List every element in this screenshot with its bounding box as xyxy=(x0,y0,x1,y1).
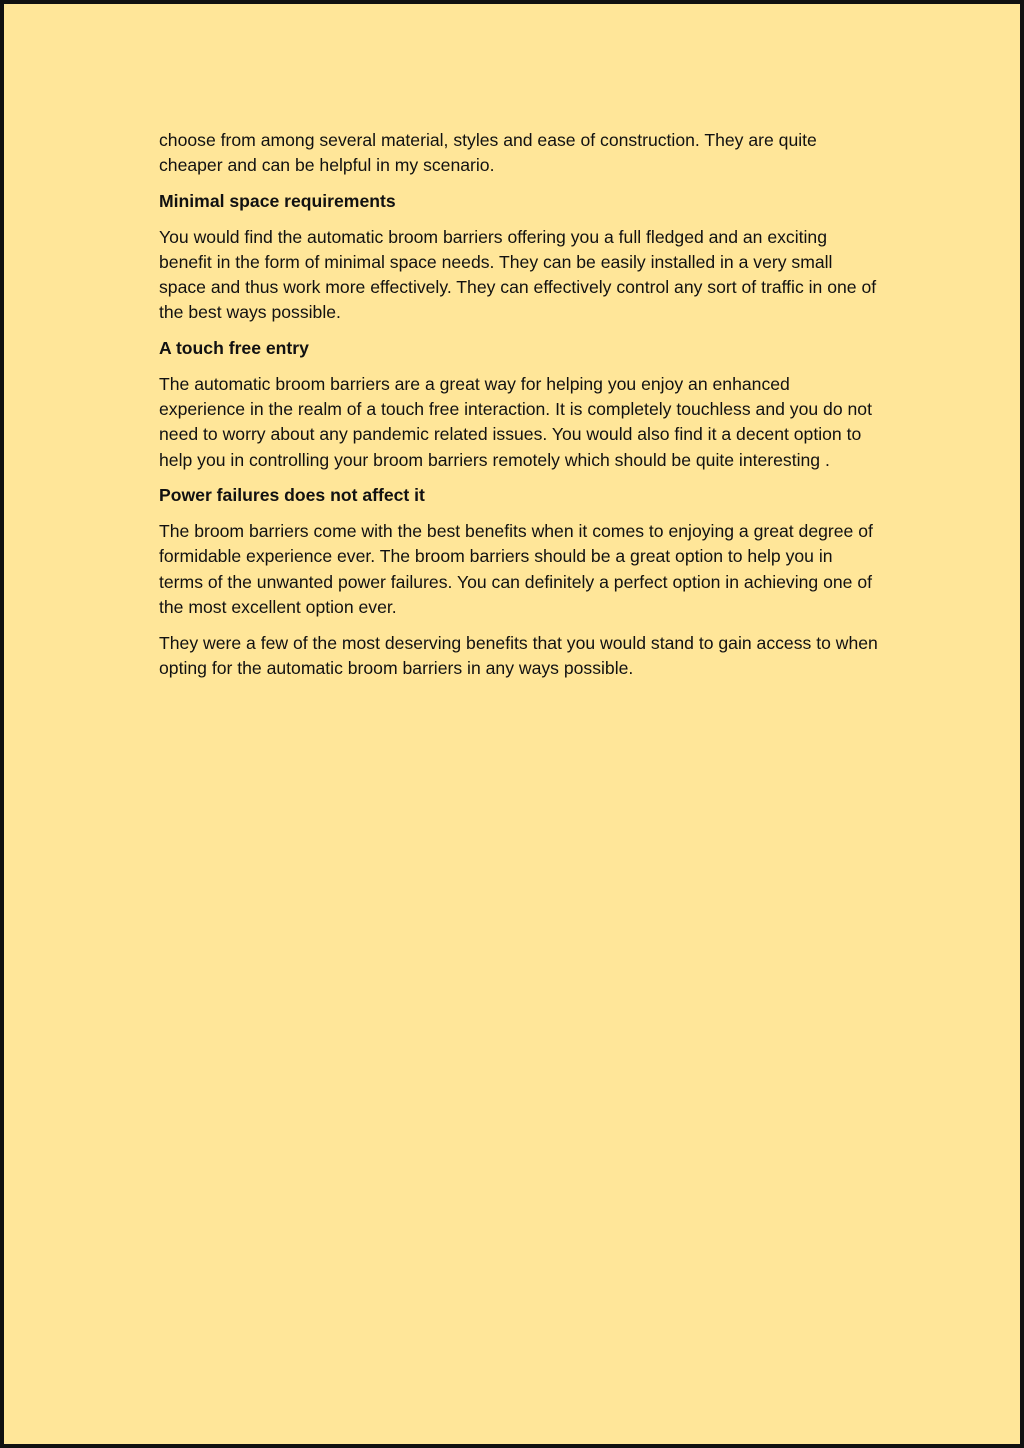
paragraph-power-failures: The broom barriers come with the best benefits when it comes to enjoying a great degree of formidable experience ever. The broom barriers should be a great option to help you in terms of the unwanted power failures. You can definitely a perfect option in achieving one of the most excellent option ever. xyxy=(159,521,873,617)
paragraph-touch-free-entry: The automatic broom barriers are a great way for helping you enjoy an enhanced experience in the realm of a touch free interaction. It is completely touchless and you do not need to worry about any pandemic related issues. You would also find it a decent option to help you in controlling your broom barriers remotely which should be quite interesting . xyxy=(159,374,872,470)
heading-minimal-space: Minimal space requirements xyxy=(159,191,396,211)
document-body xyxy=(159,128,879,692)
heading-power-failures: Power failures does not affect it xyxy=(159,485,425,506)
heading-touch-free-entry: A touch free entry xyxy=(159,338,309,359)
paragraph-intro: choose from among several material, styles and ease of construction. They are quite cheaper and can be helpful in my scenario. xyxy=(159,130,817,176)
paragraph-minimal-space: You would find the automatic broom barriers offering you a full fledged and an exciting benefit in the form of minimal space needs. They can be easily installed in a very small space and thus work more effectively. They can effectively control any sort of traffic in one of the best ways possible. xyxy=(159,226,877,323)
paragraph-conclusion: They were a few of the most deserving benefits that you would stand to gain access to when opting for the automatic broom barriers in any ways possible. xyxy=(159,632,878,678)
